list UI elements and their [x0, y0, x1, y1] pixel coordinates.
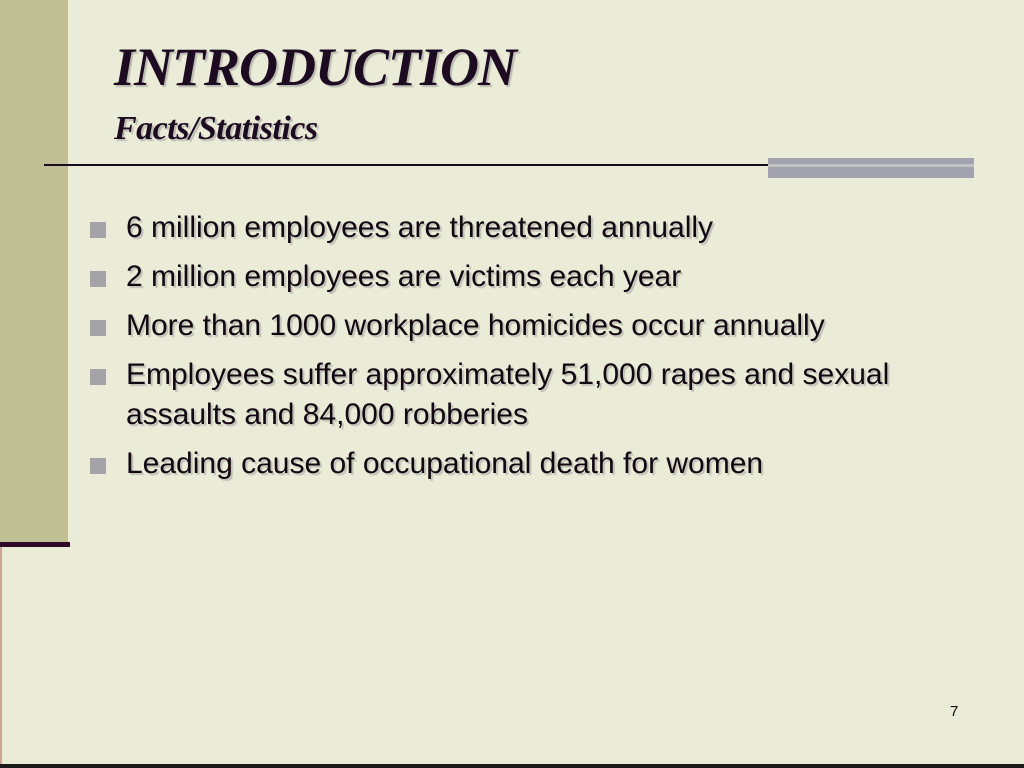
- bottom-edge-line: [0, 764, 1024, 768]
- square-bullet-icon: [90, 271, 106, 287]
- slide-subtitle: Facts/Statistics: [114, 110, 318, 147]
- bullet-item: [90, 306, 970, 346]
- square-bullet-icon: [90, 458, 106, 474]
- title-accent-bar: [768, 158, 974, 178]
- left-sidebar-bar: [0, 0, 68, 544]
- bullet-text: 2 million employees are victims each year: [126, 260, 682, 293]
- bullet-item: [90, 355, 970, 435]
- bullet-text: Leading cause of occupational death for women: [126, 447, 764, 480]
- square-bullet-icon: [90, 320, 106, 336]
- bullet-list: [90, 208, 970, 493]
- bullet-item: [90, 444, 970, 484]
- left-sidebar-bottom-line: [0, 542, 70, 547]
- square-bullet-icon: [90, 369, 106, 385]
- bullet-item: [90, 257, 970, 297]
- square-bullet-icon: [90, 222, 106, 238]
- bullet-text: Employees suffer approximately 51,000 rapes and sexual assaults and 84,000 robberies: [126, 358, 890, 431]
- page-number: 7: [950, 703, 959, 720]
- bullet-text: 6 million employees are threatened annually: [126, 211, 714, 244]
- bullet-text: More than 1000 workplace homicides occur annually: [126, 309, 825, 342]
- bullet-item: [90, 208, 970, 248]
- slide-title: INTRODUCTION: [114, 37, 517, 97]
